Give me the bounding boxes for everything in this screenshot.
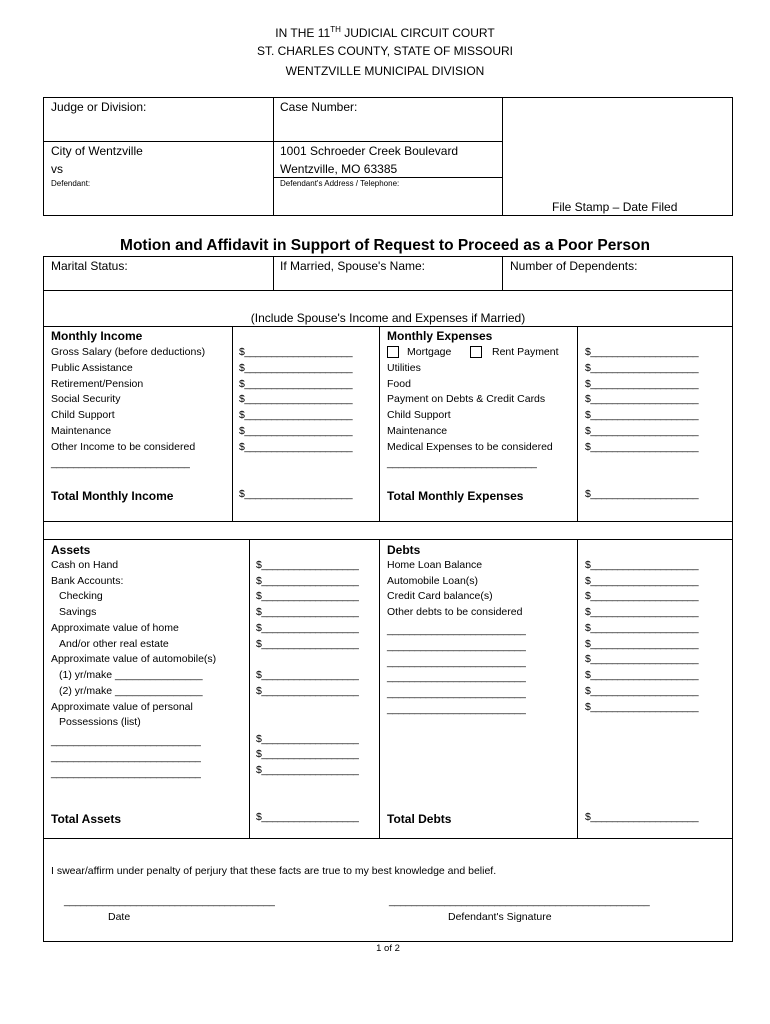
debt-amount-field[interactable]: $____________________: [585, 701, 699, 713]
dependents-label: Number of Dependents:: [510, 259, 638, 273]
caption-rule-1: [43, 141, 502, 142]
debt-blank[interactable]: _________________________: [387, 703, 526, 715]
debt-blank[interactable]: _________________________: [387, 687, 526, 699]
income-amount-field[interactable]: $____________________: [239, 425, 353, 437]
div-assets-3: [577, 539, 578, 839]
asset-amount-field[interactable]: $__________________: [256, 764, 359, 776]
versus-label: vs: [51, 162, 63, 176]
div-assets-1: [249, 539, 250, 839]
defendant-label: Defendant:: [51, 179, 91, 188]
possession-blank[interactable]: ___________________________: [51, 751, 201, 763]
rent-label: Rent Payment: [492, 346, 559, 358]
address-label: Defendant's Address / Telephone:: [280, 179, 400, 188]
asset-amount-field[interactable]: $__________________: [256, 685, 359, 697]
monthly-income-heading: Monthly Income: [51, 329, 143, 343]
expense-amount-field[interactable]: $____________________: [585, 393, 699, 405]
plaintiff-name: City of Wentzville: [51, 144, 143, 158]
address-line-1: 1001 Schroeder Creek Boulevard: [280, 144, 459, 158]
total-assets-label: Total Assets: [51, 812, 122, 826]
expense-amount-field[interactable]: $____________________: [585, 346, 699, 358]
debt-blank[interactable]: _________________________: [387, 640, 526, 652]
mortgage-checkbox[interactable]: [387, 346, 399, 358]
page-number: 1 of 2: [376, 943, 400, 954]
asset-item: Checking: [59, 590, 103, 602]
income-item: Child Support: [51, 409, 115, 421]
asset-amount-field[interactable]: $__________________: [256, 733, 359, 745]
asset-item: (1) yr/make _______________: [59, 669, 203, 681]
caption-divider-1: [273, 97, 274, 216]
income-amount-field[interactable]: $____________________: [239, 346, 353, 358]
spouse-name-label: If Married, Spouse's Name:: [280, 259, 426, 273]
div-status-2: [502, 256, 503, 290]
expense-item: Payment on Debts & Credit Cards: [387, 393, 546, 405]
income-item: Retirement/Pension: [51, 378, 144, 390]
div-assets-2: [379, 539, 380, 839]
rule-income-top: [43, 326, 733, 327]
rule-income-bottom: [43, 521, 733, 522]
rule-assets-bottom: [43, 838, 733, 839]
div-income-2: [379, 326, 380, 522]
debt-amount-field[interactable]: $____________________: [585, 622, 699, 634]
expense-item: Food: [387, 378, 411, 390]
div-income-1: [232, 326, 233, 522]
asset-item: Possessions (list): [59, 716, 141, 728]
div-status-1: [273, 256, 274, 290]
other-expense-blank[interactable]: ___________________________: [387, 457, 537, 469]
mortgage-label: Mortgage: [407, 346, 452, 358]
asset-item: Approximate value of personal: [51, 701, 193, 713]
expense-amount-field[interactable]: $____________________: [585, 409, 699, 421]
total-debts-field[interactable]: $____________________: [585, 811, 699, 823]
debt-item: Other debts to be considered: [387, 606, 523, 618]
asset-item: Approximate value of automobile(s): [51, 653, 217, 665]
asset-item: And/or other real estate: [59, 638, 169, 650]
total-assets-field[interactable]: $__________________: [256, 811, 359, 823]
marital-status-label: Marital Status:: [51, 259, 128, 273]
asset-amount-field[interactable]: $__________________: [256, 575, 359, 587]
date-label: Date: [108, 911, 131, 923]
debt-amount-field[interactable]: $____________________: [585, 638, 699, 650]
income-amount-field[interactable]: $____________________: [239, 378, 353, 390]
expense-amount-field[interactable]: $____________________: [585, 425, 699, 437]
monthly-expenses-heading: Monthly Expenses: [387, 329, 493, 343]
debt-item: Credit Card balance(s): [387, 590, 493, 602]
expense-item: Child Support: [387, 409, 451, 421]
debt-item: Home Loan Balance: [387, 559, 483, 571]
debt-amount-field[interactable]: $____________________: [585, 606, 699, 618]
total-monthly-income-label: Total Monthly Income: [51, 489, 174, 503]
income-amount-field[interactable]: $____________________: [239, 409, 353, 421]
possession-blank[interactable]: ___________________________: [51, 767, 201, 779]
asset-amount-field[interactable]: $__________________: [256, 559, 359, 571]
asset-amount-field[interactable]: $__________________: [256, 669, 359, 681]
debt-amount-field[interactable]: $____________________: [585, 685, 699, 697]
judge-division-label: Judge or Division:: [51, 100, 147, 114]
asset-amount-field[interactable]: $__________________: [256, 748, 359, 760]
income-item: Public Assistance: [51, 362, 133, 374]
division-heading: WENTZVILLE MUNICIPAL DIVISION: [285, 64, 485, 78]
county-heading: ST. CHARLES COUNTY, STATE OF MISSOURI: [256, 44, 514, 58]
expense-amount-field[interactable]: $____________________: [585, 362, 699, 374]
asset-item: Cash on Hand: [51, 559, 119, 571]
caption-divider-2: [502, 97, 503, 216]
debt-blank[interactable]: _________________________: [387, 656, 526, 668]
asset-amount-field[interactable]: $__________________: [256, 590, 359, 602]
affirmation-text: I swear/affirm under penalty of perjury that these facts are true to my best knowledge and belief.: [51, 865, 497, 877]
debt-item: Automobile Loan(s): [387, 575, 479, 587]
total-debts-label: Total Debts: [387, 812, 452, 826]
expense-item: Maintenance: [387, 425, 448, 437]
defendant-signature-label: Defendant's Signature: [448, 911, 552, 923]
debt-blank[interactable]: _________________________: [387, 624, 526, 636]
asset-item: (2) yr/make _______________: [59, 685, 203, 697]
asset-item: Approximate value of home: [51, 622, 179, 634]
form-title: Motion and Affidavit in Support of Request to Proceed as a Poor Person: [120, 237, 650, 254]
income-item: Maintenance: [51, 425, 112, 437]
expense-amount-field[interactable]: $____________________: [585, 441, 699, 453]
asset-amount-field[interactable]: $__________________: [256, 606, 359, 618]
asset-amount-field[interactable]: $__________________: [256, 622, 359, 634]
date-signature-line[interactable]: ______________________________________: [64, 895, 275, 907]
expense-item: Medical Expenses to be considered: [387, 441, 553, 453]
debt-amount-field[interactable]: $____________________: [585, 575, 699, 587]
income-item: Gross Salary (before deductions): [51, 346, 206, 358]
total-income-field[interactable]: $____________________: [239, 488, 353, 500]
total-monthly-expenses-label: Total Monthly Expenses: [387, 489, 524, 503]
spouse-note: (Include Spouse's Income and Expenses if Married): [250, 311, 526, 325]
file-stamp-label: File Stamp – Date Filed: [552, 200, 678, 214]
income-amount-field[interactable]: $____________________: [239, 362, 353, 374]
asset-item: Bank Accounts:: [51, 575, 124, 587]
rule-status: [43, 290, 733, 291]
court-line-post: JUDICIAL CIRCUIT COURT: [340, 26, 495, 40]
asset-item: Savings: [59, 606, 97, 618]
debts-heading: Debts: [387, 543, 421, 557]
court-line-sup: TH: [330, 25, 341, 34]
asset-amount-field[interactable]: $__________________: [256, 638, 359, 650]
other-income-blank[interactable]: _________________________: [51, 457, 190, 469]
expense-item: Utilities: [387, 362, 421, 374]
case-number-label: Case Number:: [280, 100, 358, 114]
caption-rule-2: [273, 177, 502, 178]
possession-blank[interactable]: ___________________________: [51, 735, 201, 747]
total-expenses-field[interactable]: $____________________: [585, 488, 699, 500]
court-heading: [0, 26, 770, 39]
debt-amount-field[interactable]: $____________________: [585, 669, 699, 681]
div-income-3: [577, 326, 578, 522]
assets-heading: Assets: [51, 543, 91, 557]
rule-assets-top: [43, 539, 733, 540]
court-line-pre: IN THE 11: [275, 26, 331, 40]
expense-amount-field[interactable]: $____________________: [585, 378, 699, 390]
income-item: Other Income to be considered: [51, 441, 196, 453]
debt-amount-field[interactable]: $____________________: [585, 559, 699, 571]
defendant-signature-line[interactable]: _______________________________________________: [389, 895, 650, 907]
rent-checkbox[interactable]: [470, 346, 482, 358]
address-line-2: Wentzville, MO 63385: [280, 162, 398, 176]
income-item: Social Security: [51, 393, 121, 405]
income-amount-field[interactable]: $____________________: [239, 441, 353, 453]
income-amount-field[interactable]: $____________________: [239, 393, 353, 405]
debt-amount-field[interactable]: $____________________: [585, 653, 699, 665]
debt-blank[interactable]: _________________________: [387, 671, 526, 683]
debt-amount-field[interactable]: $____________________: [585, 590, 699, 602]
